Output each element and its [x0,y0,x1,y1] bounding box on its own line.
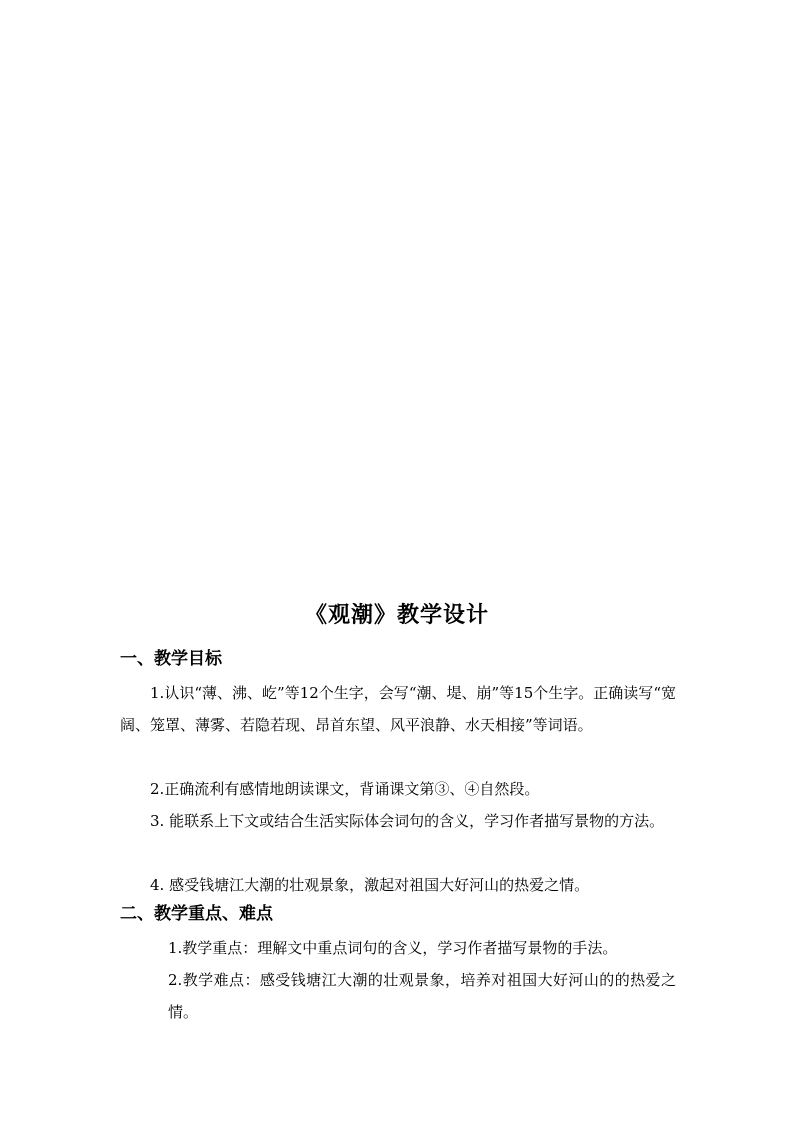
objective-item-1: 1.认识“薄、沸、屹”等12个生字，会写“潮、堤、崩”等15个生字。正确读写“宽阔、笼罩、薄雾、若隐若现、昂首东望、风平浪静、水天相接”等词语。 [120,684,676,734]
objective-item-3: 3. 能联系上下文或结合生活实际体会词句的含义，学习作者描写景物的方法。 [150,812,665,830]
key-point-item-1: 1.教学重点：理解文中重点词句的含义，学习作者描写景物的手法。 [168,939,618,957]
document-title: 《观潮》教学设计 [304,603,489,628]
section-heading-objectives: 一、教学目标 [120,649,222,669]
objective-item-4: 4. 感受钱塘江大潮的壮观景象，激起对祖国大好河山的热爱之情。 [150,876,590,894]
objective-item-2: 2.正确流利有感情地朗读课文，背诵课文第③、④自然段。 [150,780,540,798]
key-point-item-2: 2.教学难点：感受钱塘江大潮的壮观景象，培养对祖国大好河山的的热爱之情。 [168,971,676,1021]
section-heading-key-points: 二、教学重点、难点 [120,904,273,924]
